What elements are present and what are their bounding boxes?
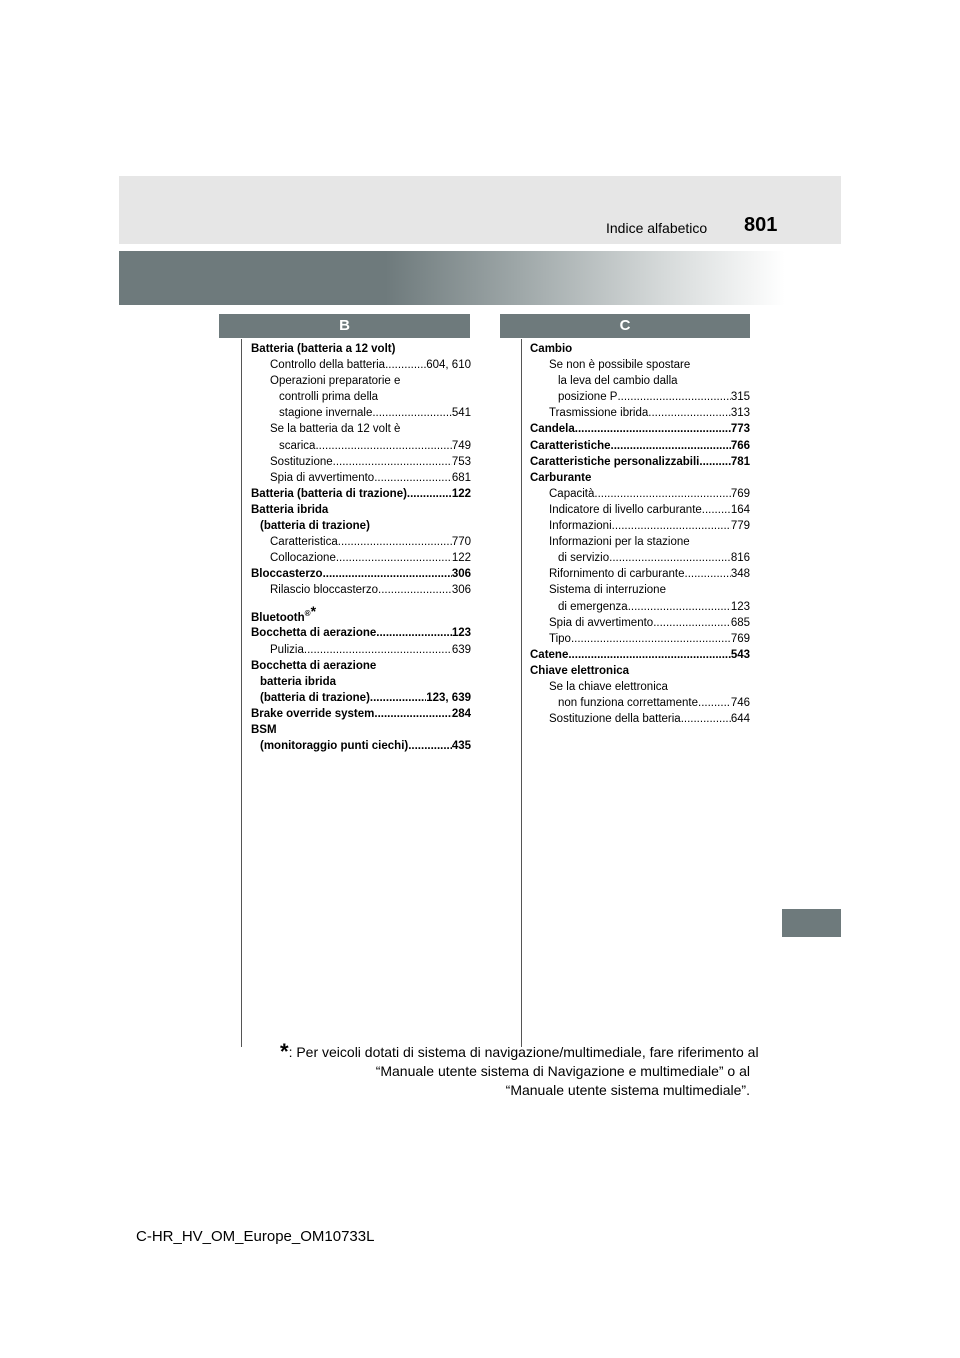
index-entry: Sistema di interruzione [549,584,666,597]
chapter-thumb-tab [782,909,841,937]
index-entry: Cambio [530,343,573,355]
index-entry: non funziona correttamente ..... 746 [530,695,750,711]
page-number: 801 [744,214,778,236]
index-entry: Sostituzione della batteria ..... 644 [530,711,750,727]
index-entry: Indicatore di livello carburante ..... 164 [530,502,750,518]
index-entry: la leva del cambio dalla [558,375,678,388]
index-entry: Catene ..... 543 [530,647,750,663]
index-entry: Bocchetta di aerazione [251,659,377,672]
document-code: C-HR_HV_OM_Europe_OM10733L [136,1228,375,1245]
index-entry: Rifornimento di carburante ..... 348 [530,566,750,582]
index-entry: Informazioni per la stazione [549,536,690,549]
index-entry: (batteria di trazione) [260,520,370,533]
index-entry: Se la chiave elettronica [549,680,668,693]
index-entry: Informazioni ..... 779 [530,518,750,534]
index-entry: Capacità ..... 769 [530,486,750,502]
index-entry: batteria ibrida [260,675,337,688]
index-entry: controlli prima della [279,391,379,404]
footnote [280,1039,759,1100]
index-entry: Se non è possibile spostare [549,359,691,372]
index-entry: BSM [251,723,277,736]
index-entry: Caratteristiche ..... 766 [530,438,750,454]
index-column-b [251,341,471,754]
index-entry: Caratteristiche personalizzabili ..... 781 [530,454,750,470]
index-entry: Sostituzione ..... 753 [251,454,471,470]
index-entry: di servizio ..... 816 [530,550,750,566]
index-entry: Operazioni preparatorie e [270,375,401,388]
index-entry: Candela ..... 773 [530,421,750,437]
index-entry: (monitoraggio punti ciechi) ..... 435 [251,738,471,754]
index-entry: Pulizia ..... 639 [251,642,471,658]
index-entry: (batteria di trazione) ..... 123, 639 [251,690,471,706]
footnote-line-1: : Per veicoli dotati di sistema di navigazione/multimediale, fare riferimento al [288,1044,759,1060]
column-divider-middle [521,339,522,1047]
footnote-marker: * [280,1039,289,1064]
index-entry: Tipo ..... 769 [530,631,750,647]
index-entry: Se la batteria da 12 volt è [270,423,401,436]
column-header-b: B [219,314,470,338]
index-entry: Batteria (batteria di trazione) ..... 122 [251,486,471,502]
index-entry: Rilascio bloccasterzo ..... 306 [251,582,471,598]
index-entry: Spia di avvertimento ..... 685 [530,615,750,631]
index-entry: Brake override system ..... 284 [251,706,471,722]
index-entry: Batteria ibrida [251,503,329,516]
index-column-c [530,341,750,727]
index-entry: Bocchetta di aerazione ..... 123 [251,625,471,641]
index-entry: Caratteristica ..... 770 [251,534,471,550]
index-entry: scarica ..... 749 [251,438,471,454]
index-entry: Spia di avvertimento ..... 681 [251,470,471,486]
section-title: Indice alfabetico [606,220,708,236]
column-header-c: C [500,314,750,338]
index-entry: stagione invernale ..... 541 [251,405,471,421]
index-entry: Carburante [530,471,592,484]
index-entry: Trasmissione ibrida ..... 313 [530,405,750,421]
index-entry: Batteria (batteria a 12 volt) [251,343,396,355]
index-entry: Controllo della batteria ..... 604, 610 [251,357,471,373]
index-entry: Bluetooth®* [251,602,317,624]
index-entry: Chiave elettronica [530,664,630,677]
index-entry: Collocazione ..... 122 [251,550,471,566]
header-gradient-bar [119,251,785,305]
index-entry: posizione P ..... 315 [530,389,750,405]
header-band [119,176,841,244]
footnote-line-2: “Manuale utente sistema di Navigazione e multimediale” o al [375,1063,750,1079]
column-divider-left [241,339,242,1047]
index-entry: Bloccasterzo ..... 306 [251,566,471,582]
footnote-line-3: “Manuale utente sistema multimediale”. [505,1082,750,1098]
index-entry: di emergenza ..... 123 [530,599,750,615]
